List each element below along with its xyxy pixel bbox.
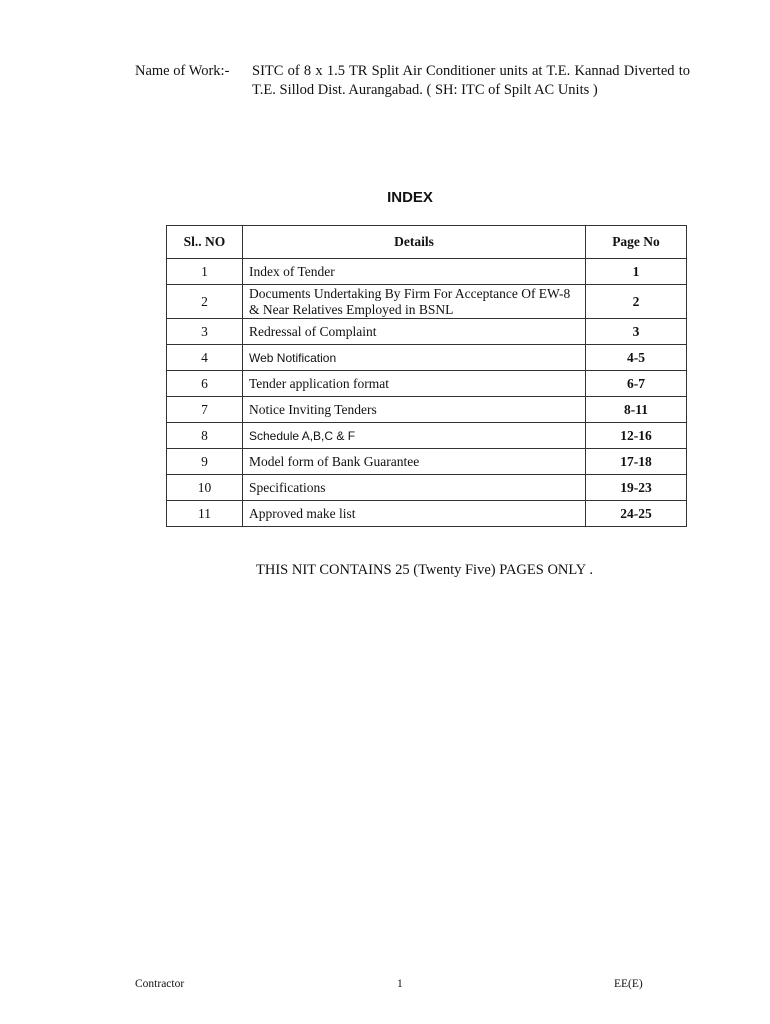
index-title: INDEX xyxy=(387,189,433,206)
row-sl-no: 1 xyxy=(167,259,243,285)
table-row xyxy=(167,501,687,527)
row-page-no: 4-5 xyxy=(586,345,687,371)
row-details: Model form of Bank Guarantee xyxy=(243,449,586,475)
table-row xyxy=(167,259,687,285)
row-details: Specifications xyxy=(243,475,586,501)
column-header-details: Details xyxy=(243,226,586,259)
row-sl-no: 11 xyxy=(167,501,243,527)
row-page-no: 6-7 xyxy=(586,371,687,397)
table-row xyxy=(167,345,687,371)
row-page-no: 3 xyxy=(586,319,687,345)
row-page-no: 2 xyxy=(586,285,687,319)
footer-left: Contractor xyxy=(135,978,185,990)
row-sl-no: 6 xyxy=(167,371,243,397)
footer-page-number: 1 xyxy=(397,978,403,990)
row-page-no: 8-11 xyxy=(586,397,687,423)
name-of-work xyxy=(135,62,690,100)
row-page-no: 17-18 xyxy=(586,449,687,475)
footer-right: EE(E) xyxy=(614,978,643,990)
row-sl-no: 7 xyxy=(167,397,243,423)
row-details: Redressal of Complaint xyxy=(243,319,586,345)
row-details: Index of Tender xyxy=(243,259,586,285)
row-sl-no: 9 xyxy=(167,449,243,475)
name-of-work-text: SITC of 8 x 1.5 TR Split Air Conditioner units at T.E. Kannad Diverted to T.E. Sillod Dist. Aurangabad. ( SH: ITC of Spilt AC Units ) xyxy=(252,63,690,98)
row-sl-no: 4 xyxy=(167,345,243,371)
row-page-no: 24-25 xyxy=(586,501,687,527)
row-page-no: 1 xyxy=(586,259,687,285)
row-details xyxy=(243,345,586,371)
table-row xyxy=(167,319,687,345)
table-row xyxy=(167,371,687,397)
page-count-note: THIS NIT CONTAINS 25 (Twenty Five) PAGES ONLY . xyxy=(256,562,593,578)
table-row xyxy=(167,449,687,475)
column-header-page-no: Page No xyxy=(586,226,687,259)
row-sl-no: 3 xyxy=(167,319,243,345)
row-details-text: Web Notification xyxy=(249,350,337,365)
column-header-sl-no: Sl.. NO xyxy=(167,226,243,259)
row-details: Approved make list xyxy=(243,501,586,527)
table-row xyxy=(167,285,687,319)
name-of-work-label: Name of Work:- xyxy=(135,63,230,79)
table-row xyxy=(167,397,687,423)
table-row xyxy=(167,423,687,449)
table-header-row xyxy=(167,226,687,259)
index-table xyxy=(166,225,687,527)
row-details: Tender application format xyxy=(243,371,586,397)
row-details: Notice Inviting Tenders xyxy=(243,397,586,423)
row-page-no: 19-23 xyxy=(586,475,687,501)
table-row xyxy=(167,475,687,501)
row-sl-no: 8 xyxy=(167,423,243,449)
row-details: Documents Undertaking By Firm For Acceptance Of EW-8 & Near Relatives Employed in BSNL xyxy=(243,285,586,319)
row-sl-no: 2 xyxy=(167,285,243,319)
row-details xyxy=(243,423,586,449)
row-sl-no: 10 xyxy=(167,475,243,501)
row-page-no: 12-16 xyxy=(586,423,687,449)
row-details-text: Schedule A,B,C & F xyxy=(249,428,356,443)
